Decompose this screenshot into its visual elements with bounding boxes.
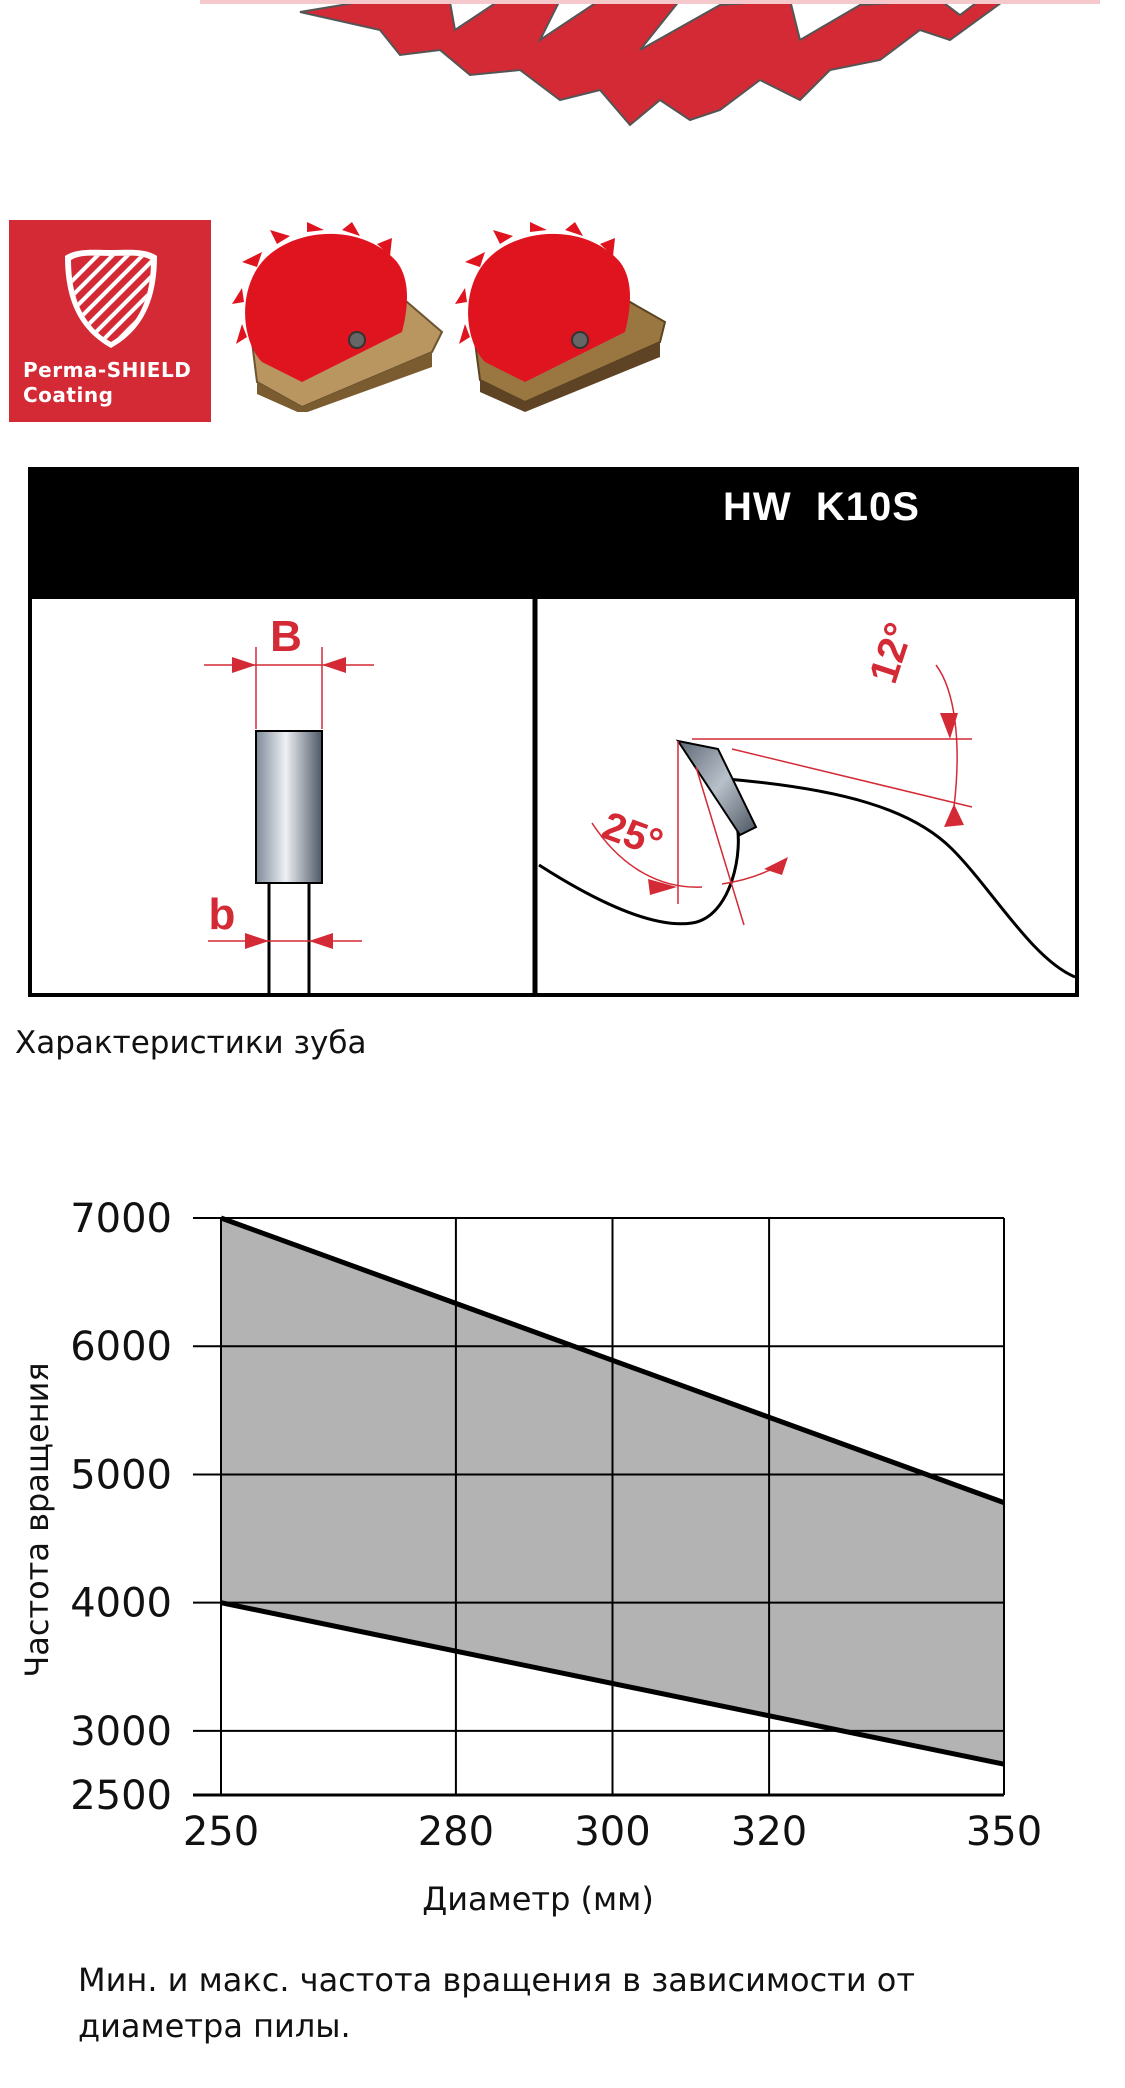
saw-blade-image xyxy=(0,0,1125,140)
perma-shield-badge xyxy=(9,220,211,422)
badge-line-2: Coating xyxy=(23,383,114,407)
tooth-caption: Характеристики зуба xyxy=(15,1025,367,1061)
panel-header xyxy=(28,467,1079,599)
tooth-profile xyxy=(539,617,1075,977)
y-tick-label: 2500 xyxy=(70,1773,172,1819)
y-tick-label: 5000 xyxy=(70,1452,172,1499)
y-tick-label: 3000 xyxy=(70,1708,172,1755)
blade-sample-image-2 xyxy=(455,222,670,412)
y-tick-labels xyxy=(70,1196,172,1819)
shield-icon xyxy=(65,248,157,348)
blade-sample-image-1 xyxy=(232,222,447,412)
y-tick-label: 7000 xyxy=(70,1196,172,1242)
rake-angle-label: 25° xyxy=(596,803,669,866)
x-tick-label: 350 xyxy=(965,1809,1043,1855)
tooth-cross-section xyxy=(204,612,374,993)
y-axis-label: Частота вращения xyxy=(18,1362,56,1678)
badge-line-1: Perma-SHIELD xyxy=(23,358,192,382)
chart-caption: Мин. и макс. частота вращения в зависимости от диаметра пилы. xyxy=(78,1961,915,2045)
tooth-geometry-panel xyxy=(28,467,1079,997)
x-tick-label: 320 xyxy=(730,1809,808,1855)
rpm-chart xyxy=(0,1180,1125,1920)
y-tick-label: 6000 xyxy=(70,1324,172,1371)
x-tick-label: 300 xyxy=(574,1809,651,1855)
kerf-label: b xyxy=(208,890,236,939)
width-label: B xyxy=(270,612,302,661)
clearance-angle-label: 12° xyxy=(861,617,922,689)
tooth-diagram xyxy=(32,599,1075,993)
x-tick-label: 250 xyxy=(182,1809,260,1855)
tooth-type-title: HW K10S xyxy=(723,485,920,529)
x-tick-label: 280 xyxy=(417,1809,495,1855)
y-tick-label: 4000 xyxy=(70,1580,172,1627)
panel-body xyxy=(28,599,1079,997)
saw-blade-body xyxy=(300,0,1005,125)
x-axis-label: Диаметр (мм) xyxy=(422,1880,654,1918)
x-tick-labels xyxy=(183,1809,1042,1855)
